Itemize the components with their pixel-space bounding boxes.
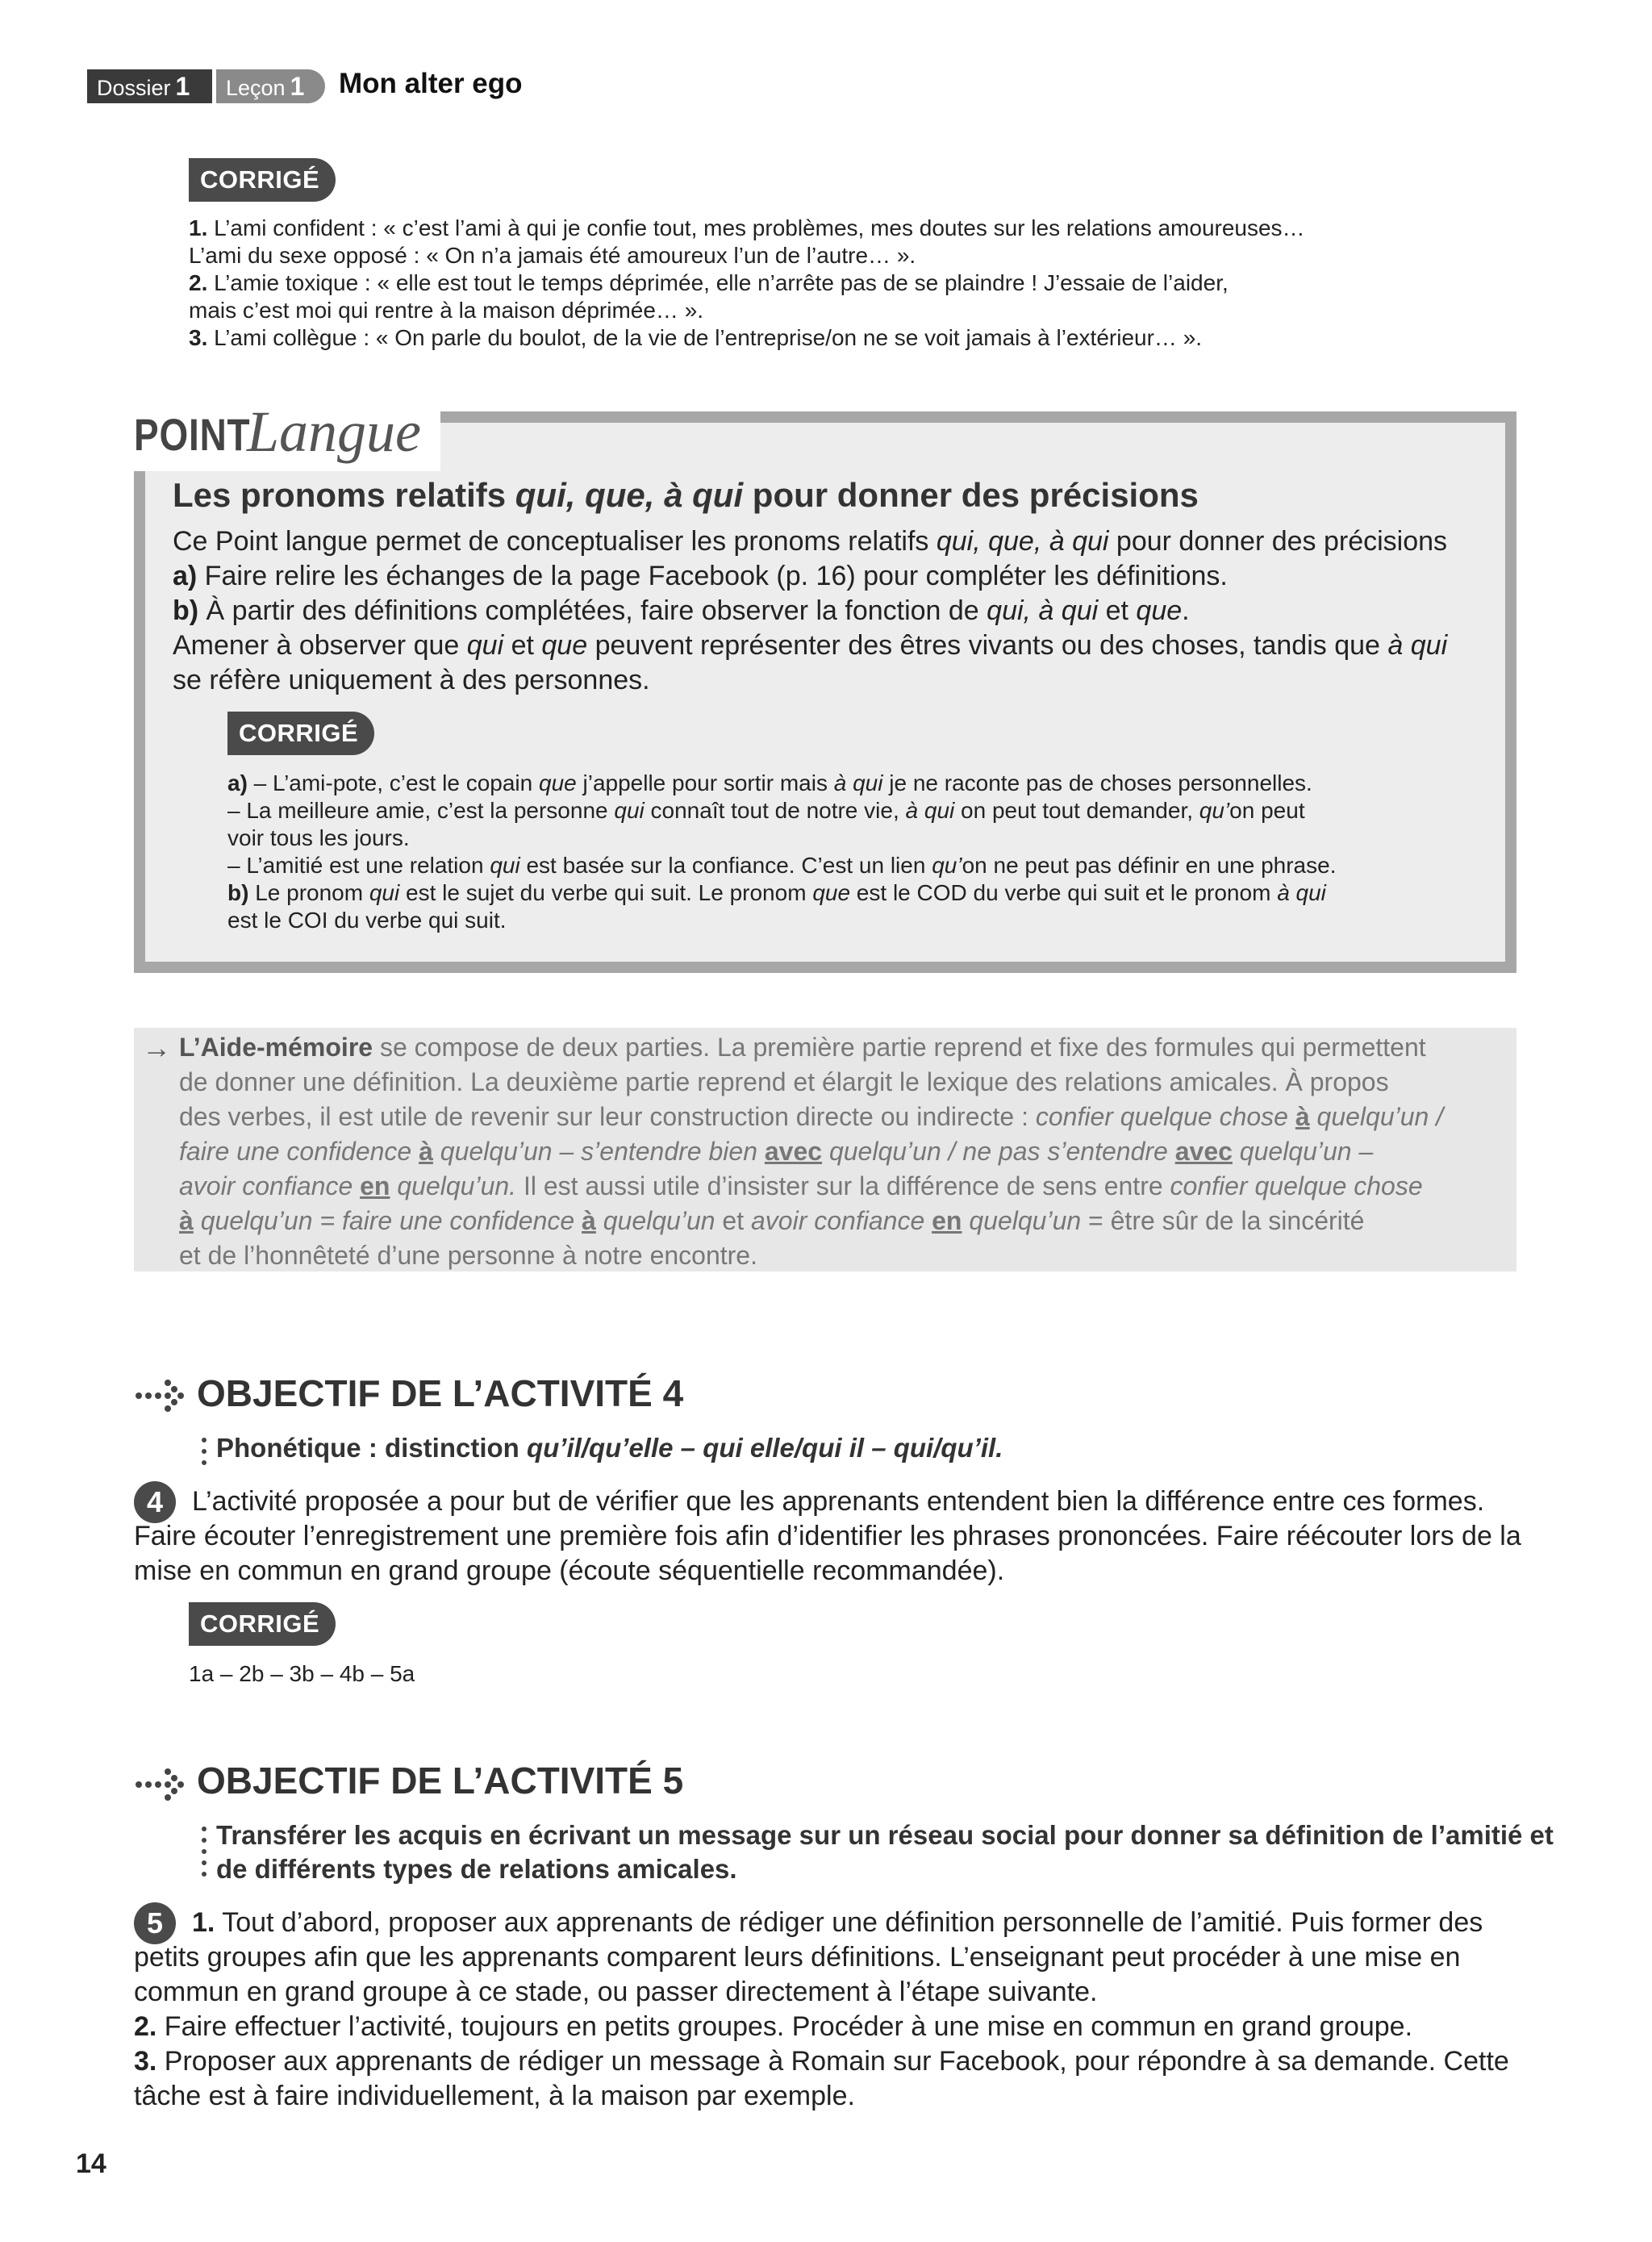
text-italic: quelqu’un = faire une confidence (193, 1206, 582, 1235)
text-italic: quelqu’un – (1232, 1137, 1374, 1166)
corrige-badge: CORRIGÉ (227, 712, 374, 755)
item-number: 1. (189, 215, 208, 240)
lecon-number: 1 (290, 72, 305, 101)
objectif-5-subtitle: Transférer les acquis en écrivant un message sur un réseau social pour donner sa définition de l’amitié et (216, 1820, 1554, 1850)
objectif-4-answer: 1a – 2b – 3b – 4b – 5a (189, 1661, 415, 1686)
text-italic: qu’il/qu’elle – qui elle/qui il – qui/qu’il. (526, 1433, 1003, 1463)
text-italic: à qui (905, 798, 955, 823)
text: et (715, 1206, 751, 1235)
objectif-arrow-icon (134, 1765, 189, 1805)
point-langue-point: POINT (134, 409, 251, 460)
corrige-line: L’ami confident : « c’est l’ami à qui je confie tout, mes problèmes, mes doutes sur les relations amoureuses… (207, 215, 1305, 240)
text-italic: à qui (1277, 880, 1326, 905)
aide-memoire-line (179, 1206, 1364, 1236)
page-number: 14 (76, 2148, 106, 2179)
item-number: 3. (134, 2046, 157, 2077)
text-underlined: avec (764, 1137, 823, 1166)
text-underlined: à (1295, 1102, 1310, 1131)
corrige-1-text (189, 215, 1512, 352)
objectif-5-text: commun en grand groupe à ce stade, ou passer directement à l’étape suivante. (134, 1977, 1098, 2007)
item-label: a) (173, 561, 198, 591)
text-underlined: en (360, 1171, 390, 1200)
objectif-5-text: tâche est à faire individuellement, à la maison par exemple. (134, 2081, 855, 2111)
item-number: 2. (134, 2011, 157, 2042)
text: . (1182, 595, 1190, 626)
text: voir tous les jours. (227, 825, 410, 850)
text: Faire relire les échanges de la page Facebook (p. 16) pour compléter les définitions. (197, 561, 1228, 591)
text: de donner une définition. La deuxième partie reprend et élargit le lexique des relations amicales. À propos (179, 1067, 1389, 1096)
text-italic: quelqu’un – s’entendre bien (432, 1137, 765, 1166)
arrow-icon: → (142, 1031, 171, 1064)
objectif-5-text (134, 2010, 1412, 2044)
text: peuvent représenter des êtres vivants ou des choses, tandis que (587, 630, 1388, 661)
text-underlined: à (179, 1206, 194, 1235)
text: se compose de deux parties. La première partie reprend et fixe des formules qui permettent (373, 1033, 1426, 1062)
text: des verbes, il est utile de revenir sur leur construction directe ou indirecte : (179, 1102, 1036, 1131)
objectif-5-text: petits groupes afin que les apprenants comparent leurs définitions. L’enseignant peut procéder à une mise en (134, 1942, 1461, 1973)
corrige-badge: CORRIGÉ (189, 158, 336, 202)
text: pour donner des précisions (1108, 526, 1448, 557)
text-italic: qui (490, 853, 520, 878)
text-italic: qui, que, à qui (936, 526, 1109, 557)
text-italic: que (539, 770, 577, 795)
text-underlined: en (932, 1206, 962, 1235)
aide-memoire-line (179, 1067, 1389, 1097)
item-label: b) (173, 595, 199, 626)
text: À partir des définitions complétées, faire observer la fonction de (198, 595, 987, 626)
text: on peut (1229, 798, 1305, 823)
text-italic: confier quelque chose (1035, 1102, 1295, 1131)
text: – L’ami-pote, c’est le copain (247, 770, 539, 795)
text: et de l’honnêteté d’une personne à notre encontre. (179, 1241, 757, 1270)
text-italic: quelqu’un / (1309, 1102, 1444, 1131)
corrige-line: L’ami collègue : « On parle du boulot, de la vie de l’entreprise/on ne se voit jamais à l’extérieur… ». (207, 325, 1203, 350)
activity-number-badge: 4 (134, 1481, 176, 1523)
text-italic: que (541, 630, 588, 661)
text-italic: quelqu’un / ne pas s’entendre (822, 1137, 1175, 1166)
corrige-badge: CORRIGÉ (189, 1602, 336, 1646)
text-italic: avoir confiance (751, 1206, 932, 1235)
text: Amener à observer que (173, 630, 467, 661)
text-italic: qu’ (1199, 798, 1230, 823)
aide-memoire-line (179, 1033, 1426, 1063)
text: – La meilleure amie, c’est la personne (227, 798, 615, 823)
aide-memoire-line (179, 1171, 1423, 1201)
objectif-5-text (192, 1906, 1483, 1940)
point-langue-langue: Langue (247, 399, 421, 464)
aide-memoire-line (179, 1102, 1443, 1132)
text: Faire effectuer l’activité, toujours en petits groupes. Procéder à une mise en commun en grand groupe. (156, 2011, 1413, 2042)
text: et (503, 630, 542, 661)
corrige-line: mais c’est moi qui rentre à la maison déprimée… ». (189, 298, 704, 323)
objectif-4-subtitle (216, 1433, 1003, 1463)
text-underlined: à (582, 1206, 596, 1235)
heading-part: Les pronoms relatifs (173, 476, 515, 514)
text: connaît tout de notre vie, (644, 798, 906, 823)
subheading-dots (202, 1438, 206, 1472)
text: est basée sur la confiance. C’est un lien (519, 853, 932, 878)
text: est le COI du verbe qui suit. (227, 908, 507, 933)
text-italic: que (812, 880, 851, 905)
text-italic: quelqu’un (962, 1206, 1082, 1235)
text-italic: faire une confidence (179, 1137, 419, 1166)
item-number: 2. (189, 270, 208, 295)
aide-memoire-line (179, 1137, 1373, 1167)
objectif-5-title: OBJECTIF DE L’ACTIVITÉ 5 (197, 1760, 684, 1802)
objectif-arrow-icon (134, 1376, 189, 1416)
text: j’appelle pour sortir mais (576, 770, 834, 795)
text: Phonétique : distinction (216, 1433, 527, 1463)
text: est le COD du verbe qui suit et le pronom (850, 880, 1278, 905)
objectif-5-text (134, 2044, 1509, 2079)
point-langue-corrige-text (227, 770, 1486, 934)
heading-part: pour donner des précisions (743, 476, 1199, 514)
subheading-dots (202, 1827, 206, 1883)
objectif-4-title: OBJECTIF DE L’ACTIVITÉ 4 (197, 1372, 684, 1414)
text-italic: confier quelque chose (1170, 1171, 1423, 1200)
corrige-line: L’ami du sexe opposé : « On n’a jamais été amoureux l’un de l’autre… ». (189, 243, 916, 268)
breadcrumb-dossier (87, 69, 212, 103)
page-title: Mon alter ego (339, 68, 523, 99)
text: se réfère uniquement à des personnes. (173, 665, 650, 695)
aide-memoire-line (179, 1241, 757, 1271)
text-italic: quelqu’un. (390, 1171, 517, 1200)
objectif-5-subtitle: de différents types de relations amicales. (216, 1854, 737, 1884)
breadcrumb-lecon (216, 69, 325, 103)
activity-number-badge: 5 (134, 1902, 176, 1944)
text-italic: quelqu’un (595, 1206, 715, 1235)
text-italic: qu’ (932, 853, 962, 878)
text-italic: qui, à qui (987, 595, 1099, 626)
objectif-4-text: Faire écouter l’enregistrement une première fois afin d’identifier les phrases prononcées. Faire réécouter lors de la (134, 1521, 1521, 1551)
point-langue-bar (134, 476, 145, 973)
text: je ne raconte pas de choses personnelles. (882, 770, 1312, 795)
text-italic: que (1136, 595, 1183, 626)
aide-memoire-title: L’Aide-mémoire (179, 1033, 373, 1062)
text: on peut tout demander, (954, 798, 1199, 823)
text: Ce Point langue permet de conceptualiser les pronoms relatifs (173, 526, 937, 557)
item-label: a) (227, 770, 248, 795)
lecon-label: Leçon (226, 76, 286, 100)
corrige-line: L’amie toxique : « elle est tout le temps déprimée, elle n’arrête pas de se plaindre ! J’essaie de l’aider, (207, 270, 1229, 295)
text: Il est aussi utile d’insister sur la différence de sens entre (516, 1171, 1170, 1200)
item-number: 3. (189, 325, 208, 350)
text-italic: qui (466, 630, 504, 661)
text-italic: à qui (833, 770, 883, 795)
dossier-number: 1 (175, 72, 190, 101)
text-italic: qui (369, 880, 400, 905)
heading-italic: qui, que, à qui (515, 476, 744, 514)
item-label: b) (227, 880, 249, 905)
text: et (1098, 595, 1137, 626)
point-langue-heading (173, 476, 1199, 515)
dossier-label: Dossier (97, 76, 171, 100)
objectif-4-text: mise en commun en grand groupe (écoute séquentielle recommandée). (134, 1555, 1005, 1586)
text-italic: avoir confiance (179, 1171, 361, 1200)
text-underlined: à (419, 1137, 433, 1166)
item-number: 1. (192, 1907, 215, 1938)
text: – L’amitié est une relation (227, 853, 490, 878)
text: Proposer aux apprenants de rédiger un message à Romain sur Facebook, pour répondre à sa demande. Cette (156, 2046, 1509, 2077)
text-underlined: avec (1174, 1137, 1233, 1166)
text: Tout d’abord, proposer aux apprenants de rédiger une définition personnelle de l’amitié. Puis former des (215, 1907, 1483, 1938)
text: Le pronom (248, 880, 369, 905)
point-langue-body (173, 524, 1504, 698)
text: on ne peut pas définir en une phrase. (962, 853, 1337, 878)
objectif-4-text: L’activité proposée a pour but de vérifier que les apprenants entendent bien la différence entre ces formes. (192, 1486, 1485, 1517)
text-italic: à qui (1387, 630, 1448, 661)
text: est le sujet du verbe qui suit. Le pronom (399, 880, 813, 905)
text: = être sûr de la sincérité (1081, 1206, 1365, 1235)
text-italic: qui (614, 798, 645, 823)
